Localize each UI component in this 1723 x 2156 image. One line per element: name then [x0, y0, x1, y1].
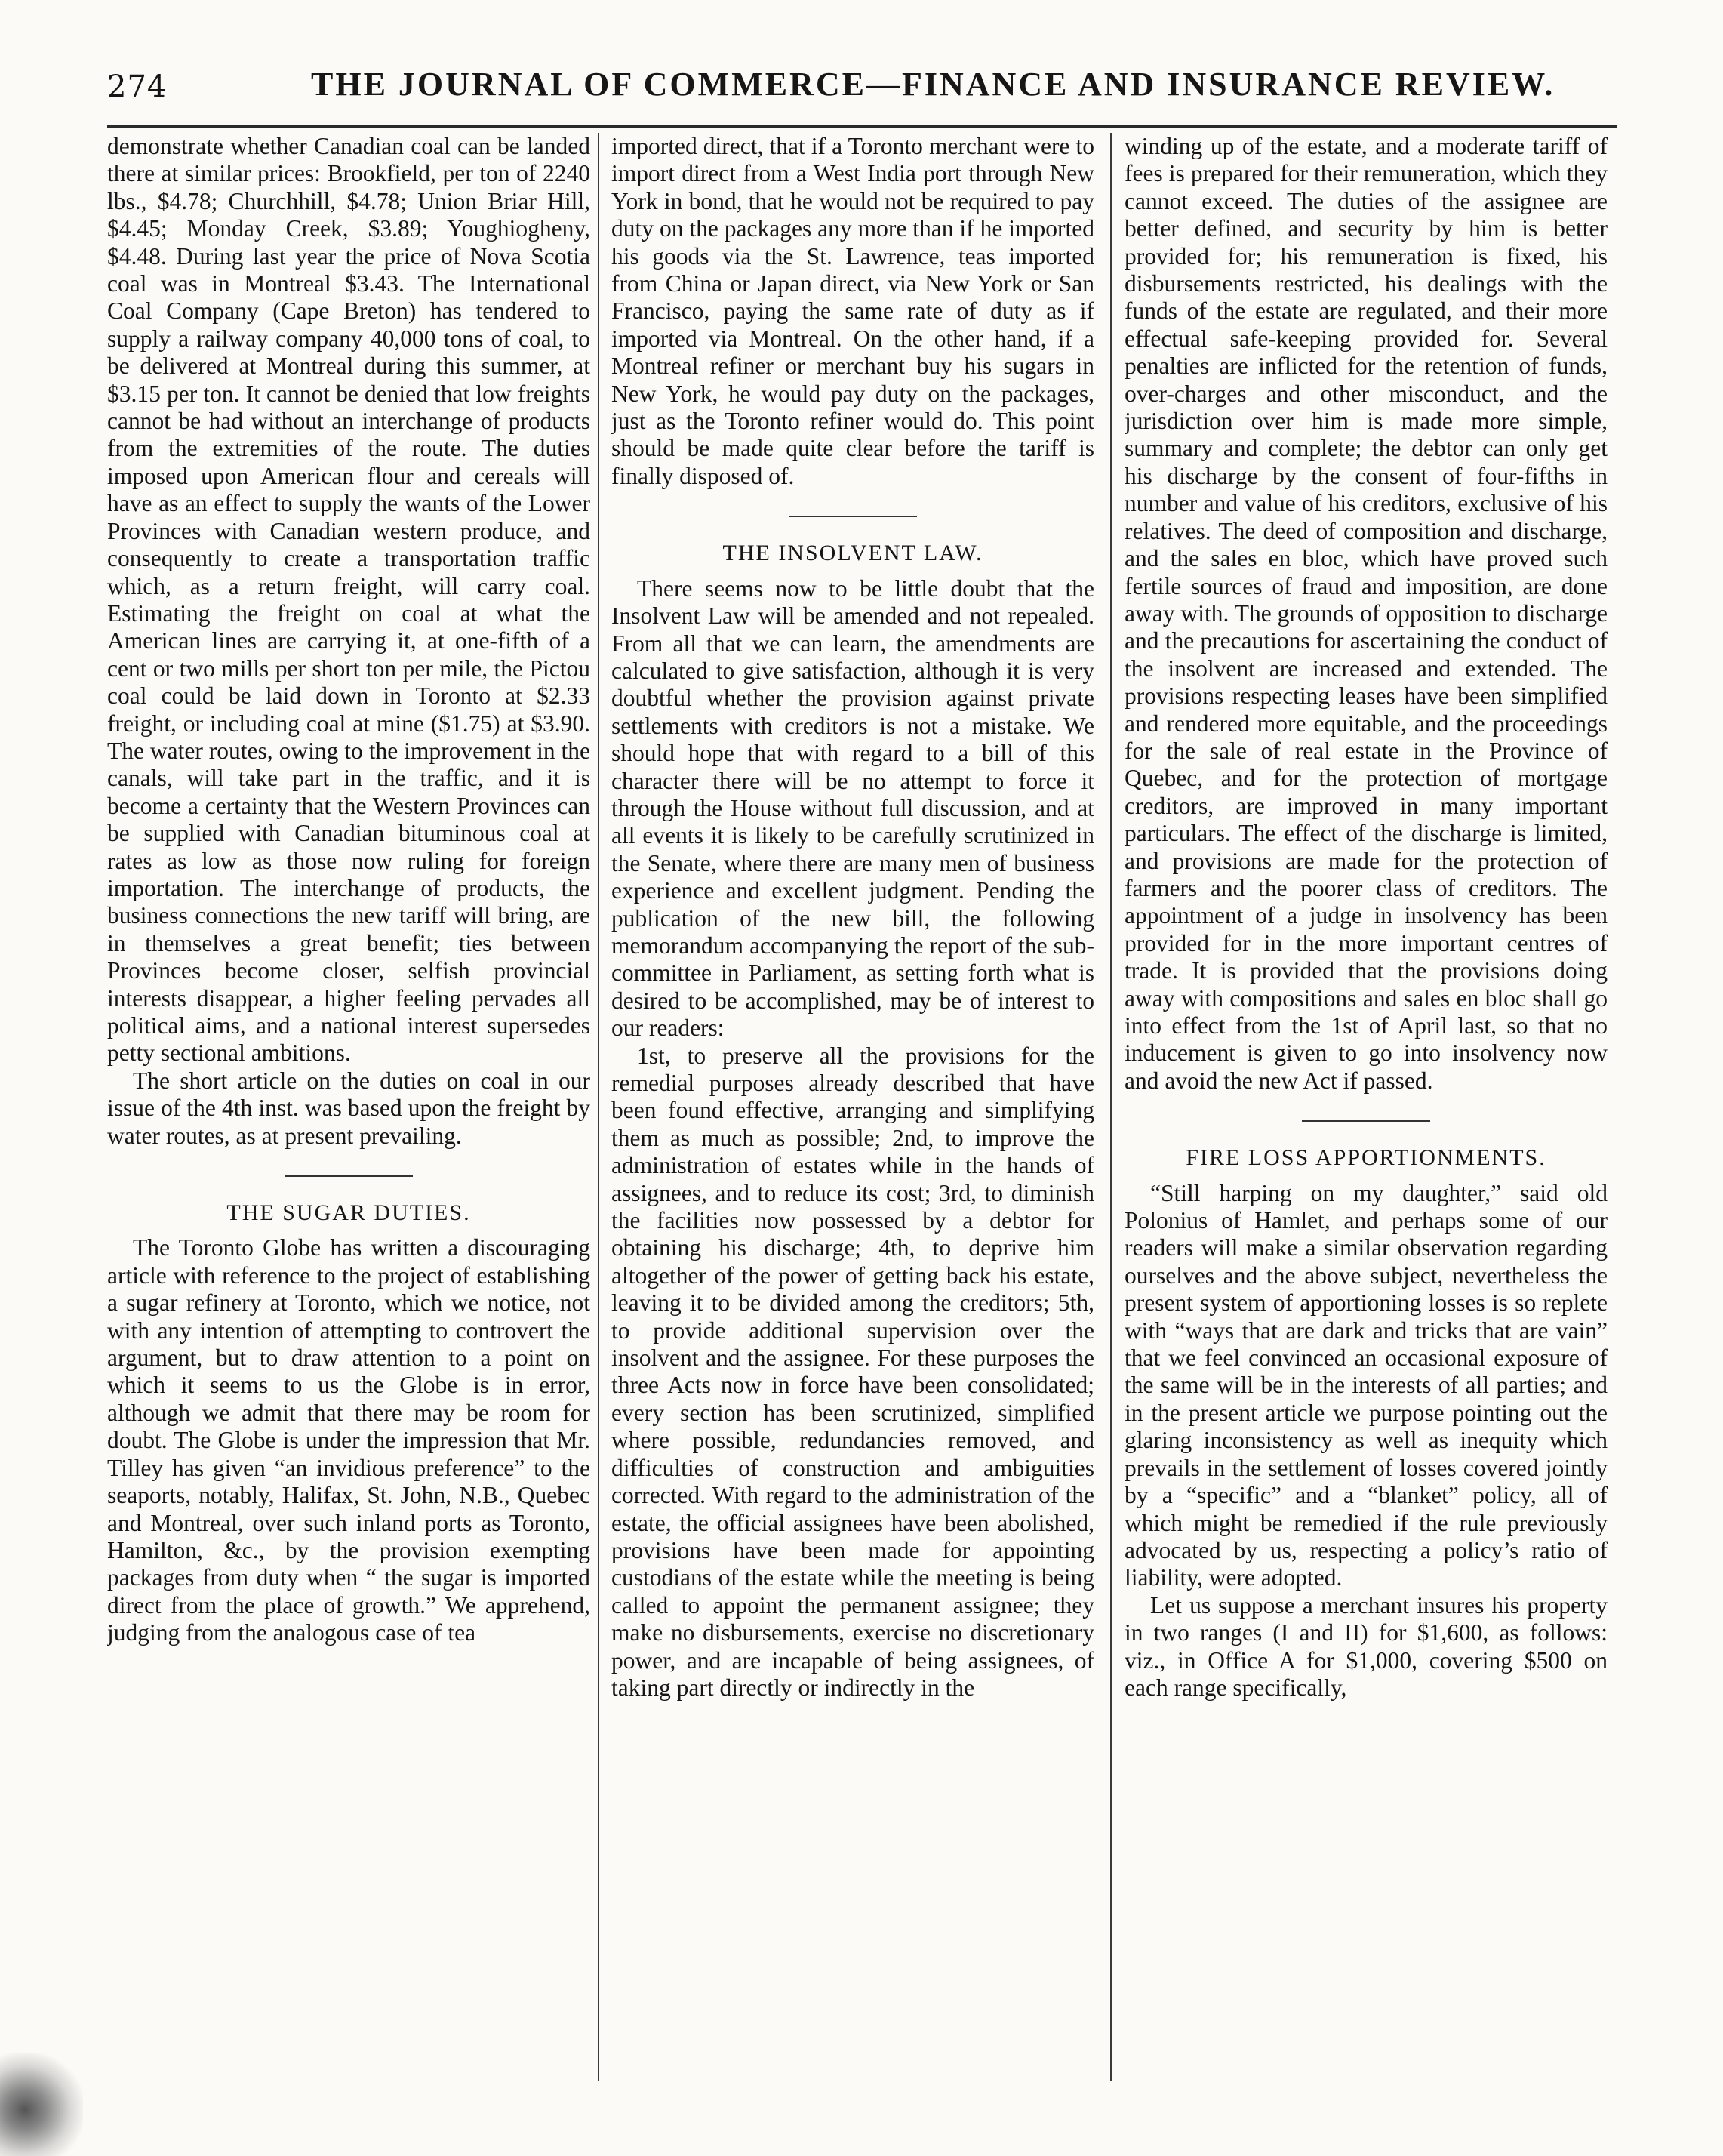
page-number: 274: [107, 69, 168, 104]
insolvent-law-continued: winding up of the estate, and a moderate tariff of fees is prepared for their remuneration, which they cannot exceed. The duties of the assignee are better defined, and security by him is better provided for; his remuneration is fixed, his disbursements restricted, his dealings with the funds of the estate are regulated, and their more effectual safe-keeping provided for. Several penalties are inflicted for the retention of funds, over-charges and other misconduct, and the jurisdiction over him is made more simple, summary and complete; the debtor can only get his discharge by the consent of four-fifths in number and value of his creditors, exclusive of his relatives. The deed of composition and discharge, and the sales en bloc, which have proved such fertile sources of fraud and imposition, are done away with. The grounds of opposition to discharge and the precautions for ascertaining the conduct of the insolvent are increased and extended. The provisions respecting leases have been simplified and rendered more equitable, and the proceedings for the sale of real estate in the Province of Quebec, and for the protection of mortgage creditors, are improved in many important particulars. The effect of the discharge is limited, and provisions are made for the protection of farmers and the poorer class of creditors. The appointment of a judge in insolvency has been provided for in the more important centres of trade. It is provided that the provisions doing away with compositions and sales en bloc shall go into effect from the 1st of April last, so that no inducement is given to go into insolvency now and avoid the new Act if passed.: [1125, 133, 1608, 1094]
section-divider: [1302, 1120, 1430, 1122]
coal-article-note: The short article on the duties on coal in our issue of the 4th inst. was based upon the freight by water routes, as at present prevailing.: [107, 1067, 590, 1149]
fire-loss-paragraph: “Still harping on my daughter,” said old Polonius of Hamlet, and perhaps some of our readers will make a similar observation regarding ourselves and the above subject, nevertheless the present system of apportioning losses is so replete with “ways that are dark and tricks that are vain” that we feel convinced an occasional exposure of the same will be in the interests of all parties; and in the present article we purpose pointing out the glaring inconsistency as well as inequity which prevails in the settlement of losses covered jointly by a “specific” and a “blanket” policy, all of which might be remedied if the rule previously advocated by us, respecting a policy’s ratio of liability, were adopted.: [1125, 1179, 1608, 1591]
column-2: [611, 133, 1094, 2081]
ink-smudge: [0, 2053, 83, 2156]
column-divider: [1110, 133, 1112, 2081]
sugar-duties-continued: imported direct, that if a Toronto merchant were to import direct from a West India port through New York in bond, that he would not be required to pay duty on the packages any more than if he imported his goods via the St. Lawrence, teas imported from China or Japan direct, via New York or San Francisco, paying the same rate of duty as if imported via Montreal. On the other hand, if a Montreal refiner or merchant buy his sugars in New York, he would pay duty on the packages, just as the Toronto refiner would do. This point should be made quite clear before the tariff is finally disposed of.: [611, 133, 1094, 489]
insolvent-law-memorandum: 1st, to preserve all the provisions for the remedial purposes already described that have been found effective, arranging and simplifying them as much as possible; 2nd, to improve the administration of estates while in the hands of assignees, and to reduce its cost; 3rd, to diminish the facilities now possessed by a debtor for obtaining his discharge; 4th, to deprive him altogether of the power of getting back his estate, leaving it to be divided among the creditors; 5th, to provide additional supervision over the insolvent and the assignee. For these purposes the three Acts now in force have been consolidated; every section has been scrutinized, simplified where possible, redundancies removed, and difficulties of construction and ambiguities corrected. With regard to the administration of the estate, the official assignees have been abolished, provisions have been made for appointing custodians of the estate while the meeting is being called to appoint the permanent assignee; they make no disbursements, exercise no discretionary power, and are incapable of being assignees, of taking part directly or indirectly in the: [611, 1042, 1094, 1701]
fire-loss-example: Let us suppose a merchant insures his property in two ranges (I and II) for $1,600, as follows: viz., in Office A for $1,000, covering $500 on each range specifically,: [1125, 1591, 1608, 1701]
coal-article-paragraph: demonstrate whether Canadian coal can be landed there at similar prices: Brookfield, per ton of 2240 lbs., $4.78; Churchhill, $4.78; Union Briar Hill, $4.45; Monday Creek, $3.89; Youghiogheny, $4.48. During last year the price of Nova Scotia coal was in Montreal $3.43. The International Coal Company (Cape Breton) has tendered to supply a railway company 40,000 tons of coal, to be delivered at Montreal during this summer, at $3.15 per ton. It cannot be denied that low freights cannot be had without an interchange of products from the extremities of the route. The duties imposed upon American flour and cereals will have as an effect to supply the wants of the Lower Provinces with Canadian western produce, and consequently to create a transportation traffic which, as a return freight, will carry coal. Estimating the freight on coal at what the American lines are carrying it, at one-fifth of a cent or two mills per short ton per mile, the Pictou coal could be laid down in Toronto at $2.33 freight, or including coal at mine ($1.75) at $3.90. The water routes, owing to the improvement in the canals, will take part in the traffic, and it is become a certainty that the Western Provinces can be supplied with Canadian bituminous coal at rates as low as those now ruling for foreign importation. The interchange of products, the business connections the new tariff will bring, are in themselves a great benefit; ties between Provinces become closer, selfish provincial interests disappear, a higher feeling pervades all political aims, and a national interest supersedes petty sectional ambitions.: [107, 133, 590, 1067]
insolvent-law-paragraph: There seems now to be little doubt that the Insolvent Law will be amended and not repealed. From all that we can learn, the amendments are calculated to give satisfaction, although it is very doubtful whether the provision against private settlements with creditors is not a mistake. We should hope that with regard to a bill of this character there will be no attempt to force it through the House without full discussion, and at all events it is likely to be carefully scrutinized in the Senate, where there are many men of business experience and excellent judgment. Pending the publication of the new bill, the following memorandum accompanying the report of the sub-committee in Parliament, as setting forth what is desired to be accomplished, may be of interest to our readers:: [611, 574, 1094, 1042]
heading-sugar-duties: THE SUGAR DUTIES.: [226, 1200, 471, 1226]
sugar-duties-paragraph: The Toronto Globe has written a discouraging article with reference to the project of establishing a sugar refinery at Toronto, which we notice, not with any intention of attempting to controvert the argument, but to draw attention to a point on which it seems to us the Globe is in error, although we admit that there may be room for doubt. The Globe is under the impression that Mr. Tilley has given “an invidious preference” to the seaports, notably, Halifax, St. John, N.B., Quebec and Montreal, over such inland ports as Toronto, Hamilton, &c., by the provision exempting packages from duty when “ the sugar is imported direct from the place of growth.” We apprehend, judging from the analogous case of tea: [107, 1234, 590, 1646]
column-divider: [598, 133, 599, 2081]
header-rule: [107, 125, 1617, 128]
section-divider: [285, 1175, 413, 1177]
heading-insolvent-law: THE INSOLVENT LAW.: [722, 541, 983, 566]
page-header: [107, 65, 1617, 118]
column-3: [1125, 133, 1608, 2081]
column-1: [107, 133, 590, 2081]
section-divider: [789, 516, 917, 517]
heading-fire-loss-apportionments: FIRE LOSS APPORTIONMENTS.: [1186, 1145, 1546, 1171]
running-title: THE JOURNAL OF COMMERCE—FINANCE AND INSURANCE REVIEW.: [311, 66, 1555, 103]
